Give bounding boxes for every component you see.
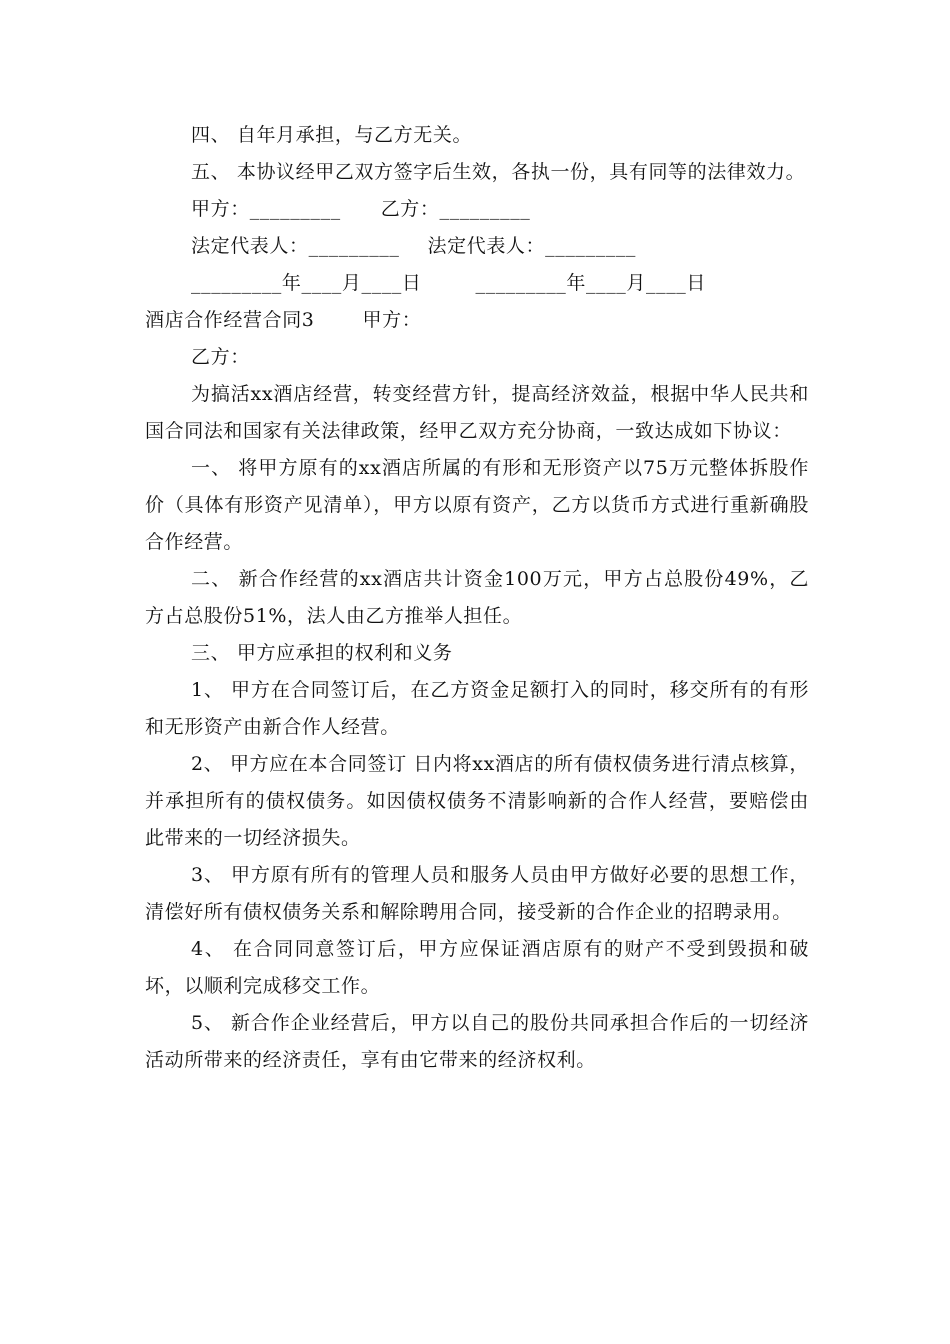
contract-item-1: 1、 甲方在合同签订后，在乙方资金足额打入的同时，移交所有的有形和无形资产由新合作人经营。 — [145, 679, 809, 738]
contract-title-row — [145, 302, 809, 339]
contract-party-b: 乙方： — [191, 346, 250, 368]
party-b-representative-label: 法定代表人：_________ — [427, 235, 637, 257]
party-a-representative-label: 法定代表人：_________ — [191, 235, 400, 257]
contract-article-three-heading: 三、 甲方应承担的权利和义务 — [191, 642, 453, 664]
document-body — [145, 117, 809, 1079]
signature-parties-row — [145, 191, 809, 228]
party-a-signature-label: 甲方：_________ — [191, 198, 341, 220]
party-a-date: _________年____月____日 — [191, 272, 422, 294]
contract-article-one: 一、 将甲方原有的xx酒店所属的有形和无形资产以75万元整体拆股作价（具体有形资产见清单），甲方以原有资产，乙方以货币方式进行重新确股合作经营。 — [145, 457, 809, 553]
signature-representatives-row — [145, 228, 809, 265]
contract-item-4: 4、 在合同同意签订后，甲方应保证酒店原有的财产不受到毁损和破坏，以顺利完成移交工作。 — [145, 938, 809, 997]
contract-item-2: 2、 甲方应在本合同签订 日内将xx酒店的所有债权债务进行清点核算，并承担所有的债权债务。如因债权债务不清影响新的合作人经营，要赔偿由此带来的一切经济损失。 — [145, 753, 809, 849]
signature-dates-row — [145, 265, 809, 302]
contract-article-two: 二、 新合作经营的xx酒店共计资金100万元，甲方占总股份49%，乙方占总股份51%，法人由乙方推举人担任。 — [145, 568, 809, 627]
contract-title: 酒店合作经营合同3 — [145, 309, 315, 331]
contract-party-a: 甲方： — [362, 309, 422, 331]
contract-item-3: 3、 甲方原有所有的管理人员和服务人员由甲方做好必要的思想工作，清偿好所有债权债务关系和解除聘用合同，接受新的合作企业的招聘录用。 — [145, 864, 809, 923]
party-b-signature-label: 乙方：_________ — [380, 198, 531, 220]
clause-five: 五、 本协议经甲乙双方签字后生效，各执一份，具有同等的法律效力。 — [191, 161, 806, 183]
contract-item-5: 5、 新合作企业经营后，甲方以自己的股份共同承担合作后的一切经济活动所带来的经济责任，享有由它带来的经济权利。 — [145, 1012, 809, 1071]
contract-preamble: 为搞活xx酒店经营，转变经营方针，提高经济效益，根据中华人民共和国合同法和国家有关法律政策，经甲乙双方充分协商，一致达成如下协议： — [145, 383, 809, 442]
clause-four: 四、 自年月承担，与乙方无关。 — [191, 124, 473, 146]
party-b-date: _________年____月____日 — [475, 272, 706, 294]
